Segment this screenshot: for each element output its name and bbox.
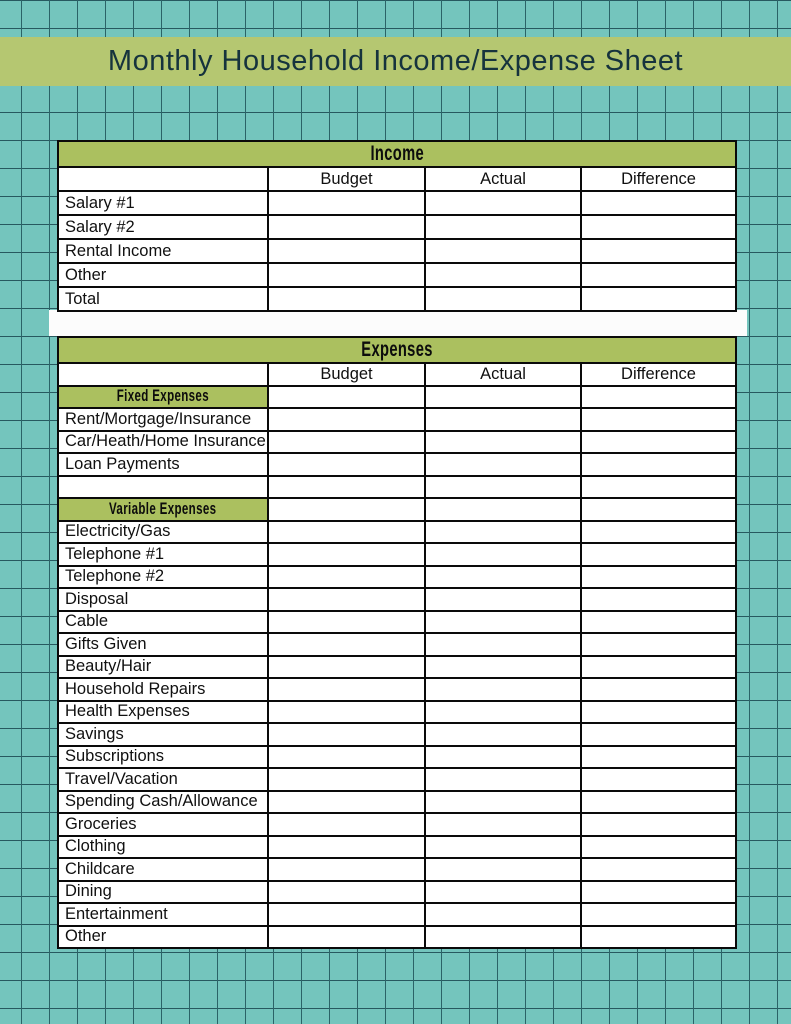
income-difference-cell	[581, 239, 736, 263]
fixed-expenses-section-row	[58, 386, 736, 409]
expenses-column-header-row	[58, 363, 736, 386]
expense-actual-cell	[425, 408, 581, 431]
expense-difference-cell	[581, 858, 736, 881]
expense-actual-cell	[425, 588, 581, 611]
income-row-label: Other	[58, 263, 268, 287]
expense-row-label: Groceries	[58, 813, 268, 836]
table-row	[58, 701, 736, 724]
expense-actual-cell	[425, 723, 581, 746]
income-row-label: Salary #2	[58, 215, 268, 239]
expense-difference-cell	[581, 723, 736, 746]
expense-budget-cell	[268, 723, 425, 746]
page-title: Monthly Household Income/Expense Sheet	[107, 45, 684, 77]
table-row	[58, 566, 736, 589]
expense-actual-cell	[425, 926, 581, 949]
expenses-colhead-empty	[58, 363, 268, 386]
expense-difference-cell	[581, 926, 736, 949]
expense-difference-cell	[581, 746, 736, 769]
table-row	[58, 215, 736, 239]
expense-difference-cell	[581, 386, 736, 409]
expense-row-label: Clothing	[58, 836, 268, 859]
income-budget-cell	[268, 287, 425, 311]
expenses-header-row	[58, 337, 736, 363]
expense-budget-cell	[268, 611, 425, 634]
table-row	[58, 431, 736, 454]
expense-budget-cell	[268, 881, 425, 904]
income-table	[57, 140, 737, 312]
expense-difference-cell	[581, 588, 736, 611]
expense-budget-cell	[268, 408, 425, 431]
income-column-header-row	[58, 167, 736, 191]
expense-row-label: Gifts Given	[58, 633, 268, 656]
expenses-colhead-budget: Budget	[268, 363, 425, 386]
expense-row-label: Spending Cash/Allowance	[58, 791, 268, 814]
between-tables-strip	[49, 310, 747, 336]
variable-expenses-section-cell	[58, 498, 268, 521]
expense-row-label: Childcare	[58, 858, 268, 881]
table-row	[58, 836, 736, 859]
expense-budget-cell	[268, 566, 425, 589]
income-actual-cell	[425, 215, 581, 239]
blank-row	[58, 476, 736, 499]
table-row	[58, 633, 736, 656]
variable-expenses-section-row	[58, 498, 736, 521]
table-row	[58, 791, 736, 814]
income-difference-cell	[581, 263, 736, 287]
income-row-label: Rental Income	[58, 239, 268, 263]
expense-budget-cell	[268, 926, 425, 949]
table-row	[58, 287, 736, 311]
expense-budget-cell	[268, 656, 425, 679]
expense-budget-cell	[268, 678, 425, 701]
expense-actual-cell	[425, 746, 581, 769]
income-budget-cell	[268, 263, 425, 287]
table-row	[58, 746, 736, 769]
expense-row-label	[58, 476, 268, 499]
expense-budget-cell	[268, 476, 425, 499]
expense-budget-cell	[268, 858, 425, 881]
expenses-section-header-label: Expenses	[361, 338, 433, 361]
expense-row-label: Savings	[58, 723, 268, 746]
expense-budget-cell	[268, 453, 425, 476]
table-row	[58, 858, 736, 881]
expense-difference-cell	[581, 498, 736, 521]
income-row-label: Salary #1	[58, 191, 268, 215]
expense-difference-cell	[581, 611, 736, 634]
expense-difference-cell	[581, 678, 736, 701]
expense-actual-cell	[425, 566, 581, 589]
expense-difference-cell	[581, 633, 736, 656]
expense-difference-cell	[581, 521, 736, 544]
variable-expenses-label: Variable Expenses	[109, 499, 217, 518]
expenses-colhead-difference: Difference	[581, 363, 736, 386]
expense-difference-cell	[581, 431, 736, 454]
expense-budget-cell	[268, 813, 425, 836]
expense-row-label: Disposal	[58, 588, 268, 611]
expense-actual-cell	[425, 498, 581, 521]
expense-budget-cell	[268, 903, 425, 926]
income-actual-cell	[425, 287, 581, 311]
expense-difference-cell	[581, 453, 736, 476]
expense-actual-cell	[425, 656, 581, 679]
expense-row-label: Household Repairs	[58, 678, 268, 701]
expense-actual-cell	[425, 633, 581, 656]
expense-difference-cell	[581, 656, 736, 679]
income-colhead-difference: Difference	[581, 167, 736, 191]
expense-actual-cell	[425, 386, 581, 409]
expense-actual-cell	[425, 881, 581, 904]
table-row	[58, 656, 736, 679]
table-row	[58, 723, 736, 746]
expense-difference-cell	[581, 903, 736, 926]
expense-difference-cell	[581, 566, 736, 589]
fixed-expenses-label: Fixed Expenses	[116, 387, 210, 406]
table-row	[58, 588, 736, 611]
income-colhead-empty	[58, 167, 268, 191]
expense-difference-cell	[581, 791, 736, 814]
income-budget-cell	[268, 215, 425, 239]
table-row	[58, 191, 736, 215]
expense-actual-cell	[425, 431, 581, 454]
expense-row-label: Health Expenses	[58, 701, 268, 724]
expense-actual-cell	[425, 701, 581, 724]
table-row	[58, 881, 736, 904]
expense-difference-cell	[581, 836, 736, 859]
income-actual-cell	[425, 191, 581, 215]
income-section-header-label: Income	[370, 142, 424, 165]
table-row	[58, 408, 736, 431]
expense-row-label: Car/Heath/Home Insurance	[58, 431, 268, 454]
income-budget-cell	[268, 239, 425, 263]
expense-difference-cell	[581, 543, 736, 566]
expense-actual-cell	[425, 903, 581, 926]
income-section-header	[58, 141, 736, 167]
expense-difference-cell	[581, 813, 736, 836]
income-colhead-budget: Budget	[268, 167, 425, 191]
expense-difference-cell	[581, 476, 736, 499]
expense-actual-cell	[425, 768, 581, 791]
table-row	[58, 239, 736, 263]
expenses-colhead-actual: Actual	[425, 363, 581, 386]
expense-budget-cell	[268, 543, 425, 566]
table-row	[58, 903, 736, 926]
expense-budget-cell	[268, 701, 425, 724]
expense-row-label: Entertainment	[58, 903, 268, 926]
income-row-label: Total	[58, 287, 268, 311]
expense-actual-cell	[425, 858, 581, 881]
expense-budget-cell	[268, 431, 425, 454]
expenses-table	[57, 336, 737, 949]
table-row	[58, 543, 736, 566]
table-row	[58, 521, 736, 544]
title-banner	[0, 37, 791, 86]
expense-budget-cell	[268, 633, 425, 656]
table-row	[58, 926, 736, 949]
expense-actual-cell	[425, 521, 581, 544]
table-row	[58, 611, 736, 634]
table-row	[58, 678, 736, 701]
expense-row-label: Loan Payments	[58, 453, 268, 476]
expense-actual-cell	[425, 476, 581, 499]
expense-actual-cell	[425, 678, 581, 701]
expense-actual-cell	[425, 453, 581, 476]
income-actual-cell	[425, 263, 581, 287]
income-actual-cell	[425, 239, 581, 263]
income-colhead-actual: Actual	[425, 167, 581, 191]
expense-row-label: Beauty/Hair	[58, 656, 268, 679]
expense-row-label: Subscriptions	[58, 746, 268, 769]
income-difference-cell	[581, 215, 736, 239]
table-row	[58, 453, 736, 476]
expense-row-label: Rent/Mortgage/Insurance	[58, 408, 268, 431]
expense-difference-cell	[581, 408, 736, 431]
table-row	[58, 813, 736, 836]
expense-budget-cell	[268, 521, 425, 544]
expense-budget-cell	[268, 386, 425, 409]
expenses-section-header	[58, 337, 736, 363]
expense-actual-cell	[425, 836, 581, 859]
expense-row-label: Dining	[58, 881, 268, 904]
expense-difference-cell	[581, 881, 736, 904]
income-difference-cell	[581, 191, 736, 215]
expense-actual-cell	[425, 611, 581, 634]
expense-budget-cell	[268, 768, 425, 791]
expense-budget-cell	[268, 498, 425, 521]
expense-budget-cell	[268, 746, 425, 769]
expense-difference-cell	[581, 768, 736, 791]
expense-budget-cell	[268, 791, 425, 814]
expense-row-label: Telephone #2	[58, 566, 268, 589]
expense-actual-cell	[425, 543, 581, 566]
expense-actual-cell	[425, 813, 581, 836]
table-row	[58, 263, 736, 287]
expense-row-label: Other	[58, 926, 268, 949]
expense-row-label: Telephone #1	[58, 543, 268, 566]
expense-row-label: Cable	[58, 611, 268, 634]
expense-budget-cell	[268, 588, 425, 611]
expense-row-label: Electricity/Gas	[58, 521, 268, 544]
income-header-row	[58, 141, 736, 167]
expense-difference-cell	[581, 701, 736, 724]
expense-row-label: Travel/Vacation	[58, 768, 268, 791]
expense-budget-cell	[268, 836, 425, 859]
income-difference-cell	[581, 287, 736, 311]
expense-actual-cell	[425, 791, 581, 814]
table-row	[58, 768, 736, 791]
fixed-expenses-section-cell	[58, 386, 268, 409]
income-budget-cell	[268, 191, 425, 215]
